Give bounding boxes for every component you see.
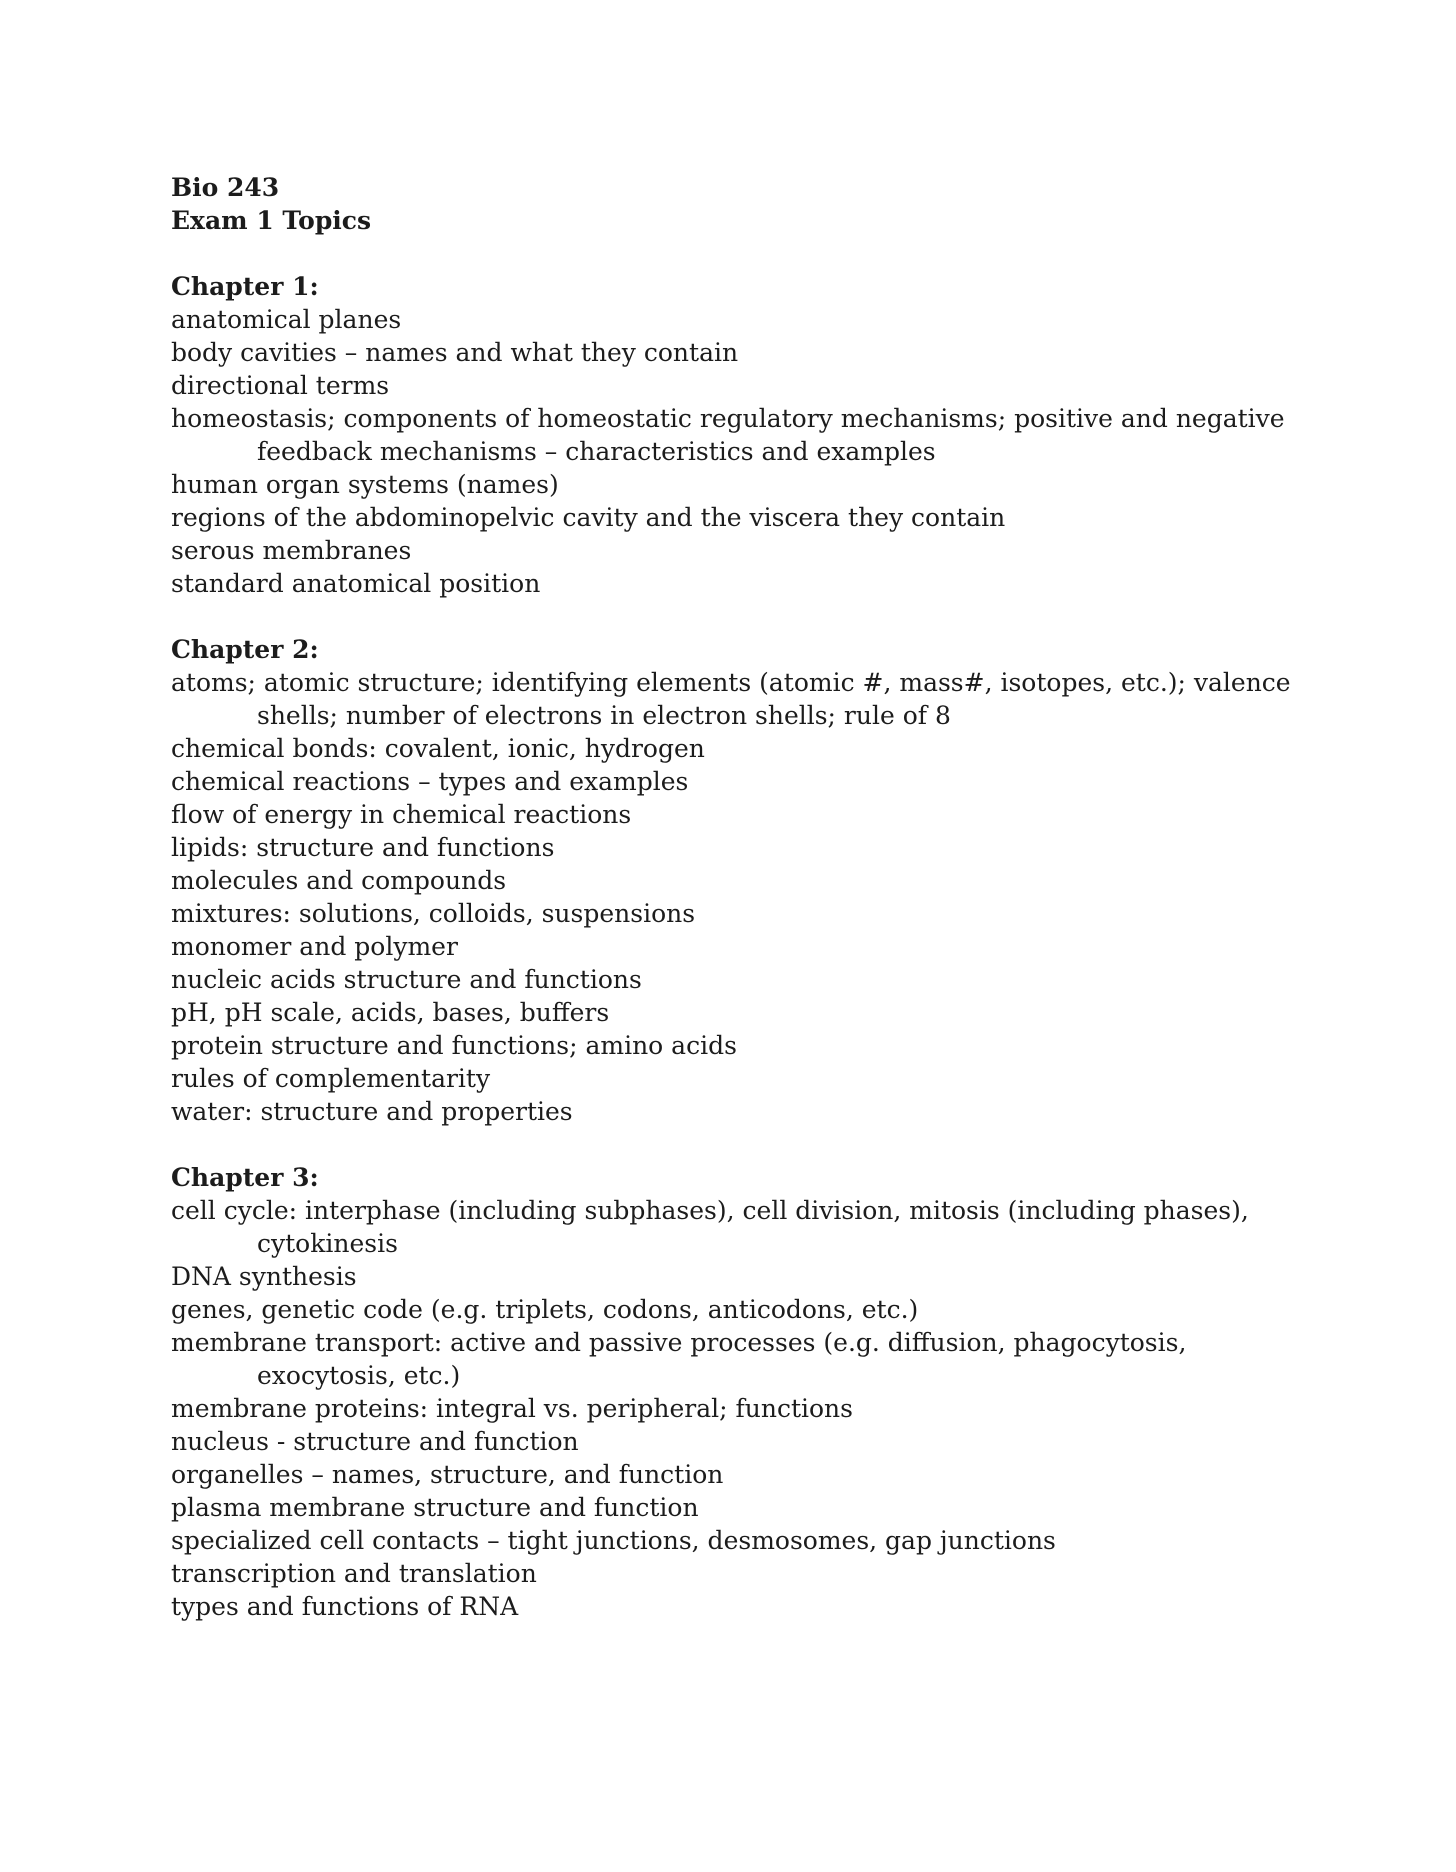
topic-item: chemical reactions – types and examples xyxy=(171,767,689,796)
chapter-title: Chapter 1: xyxy=(171,272,319,301)
topic-item: serous membranes xyxy=(171,536,412,565)
topic-item: regions of the abdominopelvic cavity and the viscera they contain xyxy=(171,503,1006,532)
topic-item: DNA synthesis xyxy=(171,1262,357,1291)
topic-item: pH, pH scale, acids, bases, buffers xyxy=(171,998,610,1027)
topic-item: membrane transport: active and passive processes (e.g. diffusion, phagocytosis, exocytosis, etc.) xyxy=(171,1328,1187,1390)
topic-item: lipids: structure and functions xyxy=(171,833,555,862)
topic-item: membrane proteins: integral vs. peripheral; functions xyxy=(171,1394,853,1423)
topic-item: monomer and polymer xyxy=(171,932,458,961)
topic-item: rules of complementarity xyxy=(171,1064,491,1093)
chapter-section-2 xyxy=(171,633,1301,1128)
chapter-section-3 xyxy=(171,1161,1301,1623)
topic-item: directional terms xyxy=(171,371,390,400)
topic-item: atoms; atomic structure; identifying elements (atomic #, mass#, isotopes, etc.); valence shells; number of electrons in electron shells; rule of 8 xyxy=(171,668,1291,730)
chapter-title: Chapter 2: xyxy=(171,635,319,664)
topic-item: body cavities – names and what they contain xyxy=(171,338,739,367)
topic-item: flow of energy in chemical reactions xyxy=(171,800,632,829)
topic-item: water: structure and properties xyxy=(171,1097,573,1126)
topic-item: homeostasis; components of homeostatic regulatory mechanisms; positive and negative feedback mechanisms – characteristics and examples xyxy=(171,404,1285,466)
topic-item: transcription and translation xyxy=(171,1559,537,1588)
topic-item: mixtures: solutions, colloids, suspensions xyxy=(171,899,696,928)
topic-item: genes, genetic code (e.g. triplets, codons, anticodons, etc.) xyxy=(171,1295,919,1324)
topic-item: protein structure and functions; amino acids xyxy=(171,1031,737,1060)
topic-item: nucleus - structure and function xyxy=(171,1427,579,1456)
topic-item: molecules and compounds xyxy=(171,866,507,895)
topic-item: anatomical planes xyxy=(171,305,402,334)
topic-item: nucleic acids structure and functions xyxy=(171,965,642,994)
document-page xyxy=(171,171,1301,1623)
topic-item: chemical bonds: covalent, ionic, hydrogen xyxy=(171,734,705,763)
course-heading: Bio 243 xyxy=(171,173,280,202)
topic-item: specialized cell contacts – tight junctions, desmosomes, gap junctions xyxy=(171,1526,1056,1555)
chapter-section-1 xyxy=(171,270,1301,600)
topic-item: organelles – names, structure, and function xyxy=(171,1460,724,1489)
document-title: Exam 1 Topics xyxy=(171,206,372,235)
topic-item: plasma membrane structure and function xyxy=(171,1493,699,1522)
topic-item: types and functions of RNA xyxy=(171,1592,519,1621)
topic-item: human organ systems (names) xyxy=(171,470,559,499)
topic-item: cell cycle: interphase (including subphases), cell division, mitosis (including phases), cytokinesis xyxy=(171,1196,1249,1258)
topic-item: standard anatomical position xyxy=(171,569,541,598)
chapter-title: Chapter 3: xyxy=(171,1163,319,1192)
